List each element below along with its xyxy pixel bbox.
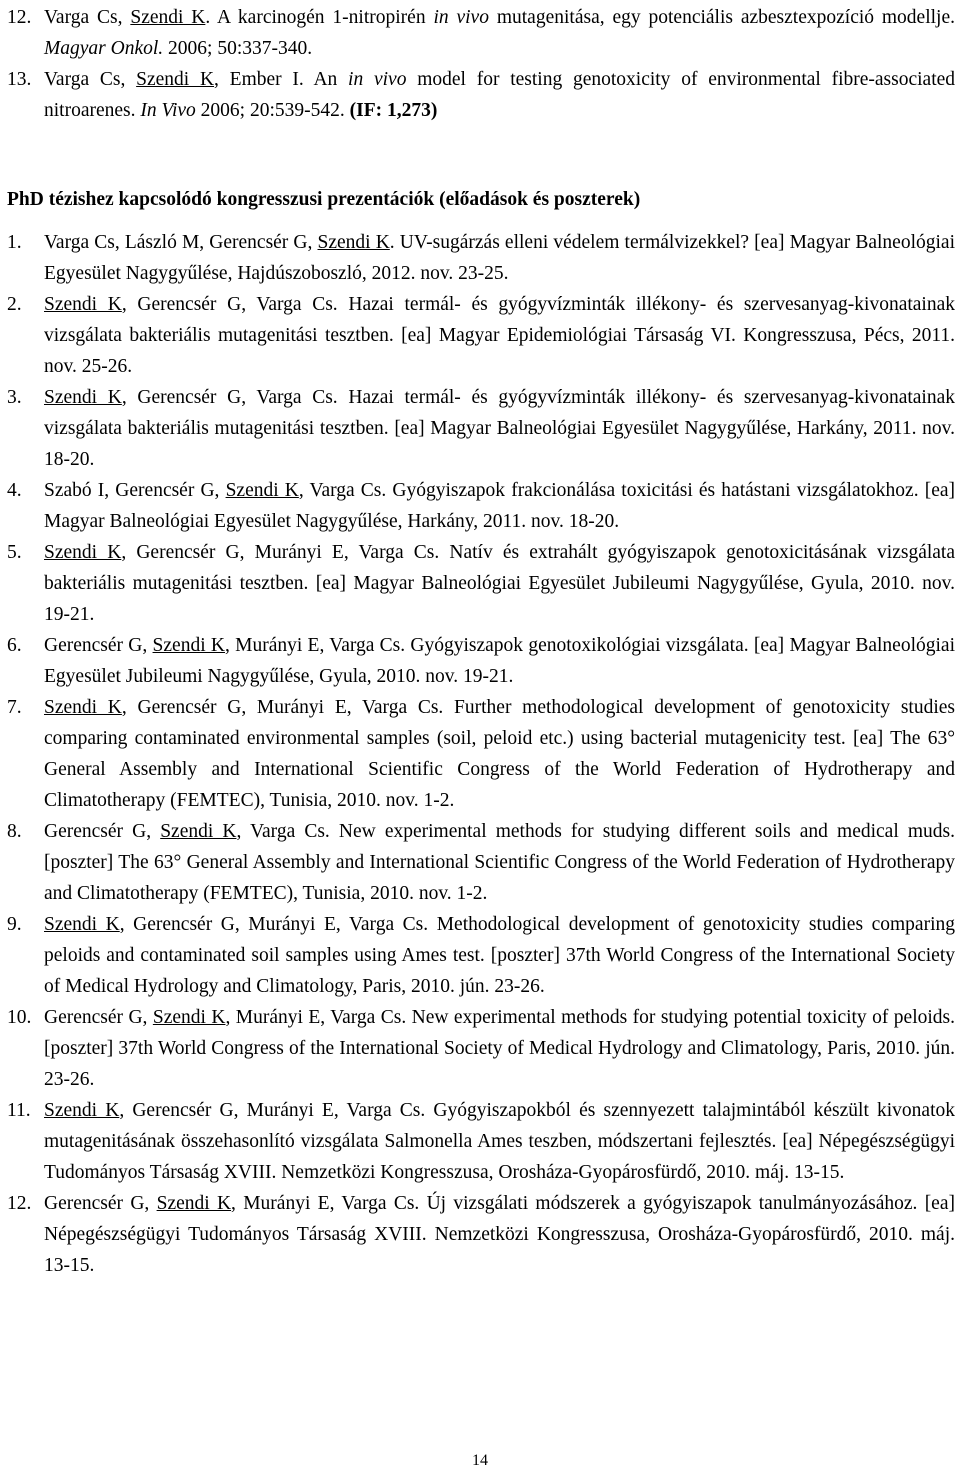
entry-text: [44, 475, 955, 537]
presentation-item: [7, 816, 955, 909]
entry-number: 3.: [7, 387, 22, 408]
entry-number: 2.: [7, 294, 22, 315]
entry-number: 8.: [7, 821, 22, 842]
page-number: 14: [472, 1452, 488, 1469]
publication-item: [7, 2, 955, 64]
publication-list: [7, 2, 955, 126]
entry-segment: . UV-sugárzás elleni védelem termálvizekkel? [ea] Magyar Balneológiai Egyesület Nagygyűlése, Hajdúszoboszló, 2012. nov. 23-25.: [44, 232, 955, 284]
presentation-item: [7, 227, 955, 289]
author-highlight: Szendi K: [44, 294, 122, 315]
entry-segment: , Ember I. An: [214, 69, 349, 90]
entry-text: [44, 1002, 955, 1095]
presentation-item: [7, 1188, 955, 1281]
entry-number: 9.: [7, 914, 22, 935]
italic-text: Magyar Onkol.: [44, 38, 164, 59]
entry-number: 1.: [7, 232, 22, 253]
presentation-list: [7, 227, 955, 1281]
author-highlight: Szendi K: [225, 480, 299, 501]
entry-number: 12.: [7, 7, 32, 28]
author-highlight: Szendi K: [317, 232, 390, 253]
author-highlight: Szendi K: [156, 1193, 232, 1214]
entry-segment: model for testing genotoxicity of environmental fibre-associated nitroarenes.: [44, 69, 956, 121]
entry-segment: Varga Cs,: [44, 7, 131, 28]
entry-text: [44, 630, 955, 692]
author-highlight: Szendi K: [152, 635, 225, 656]
entry-text: [44, 1188, 955, 1281]
presentation-item: [7, 909, 955, 1002]
entry-segment: 2006; 50:337-340.: [163, 38, 313, 59]
entry-text: [44, 537, 955, 630]
author-highlight: Szendi K: [136, 69, 215, 90]
author-highlight: Szendi K: [44, 914, 120, 935]
entry-text: [44, 289, 955, 382]
entry-segment: mutagenitása, egy potenciális azbesztexpozíció modellje.: [488, 7, 955, 28]
author-highlight: Szendi K: [130, 7, 206, 28]
entry-segment: , Gerencsér G, Varga Cs. Hazai termál- és gyógyvízminták illékony- és szervesanyag-kivonatainak vizsgálata bakteriális mutagenitási tesztben. [ea] Magyar Balneológiai Egyesület Nagygyűlése, Harkány, 2011. nov. 18-20.: [44, 387, 955, 470]
entry-number: 12.: [7, 1193, 32, 1214]
entry-segment: , Murányi E, Varga Cs. New experimental methods for studying potential toxicity of peloids. [poszter] 37th World Congress of the International Society of Medical Hydrology and Climatology, Paris, 2010. jún. 23-26.: [44, 1007, 955, 1090]
presentation-item: [7, 692, 955, 816]
italic-text: in vivo: [348, 69, 407, 90]
entry-segment: , Varga Cs. New experimental methods for studying different soils and medical muds. [poszter] The 63° General Assembly and International Scientific Congress of the World Federation of Hydrotherapy and Climatotherapy (FEMTEC), Tunisia, 2010. nov. 1-2.: [44, 821, 955, 904]
entry-text: [44, 64, 955, 126]
entry-segment: Varga Cs,: [44, 69, 137, 90]
entry-number: 6.: [7, 635, 22, 656]
author-highlight: Szendi K: [160, 821, 237, 842]
entry-segment: Varga Cs, László M, Gerencsér G,: [44, 232, 318, 253]
entry-number: 5.: [7, 542, 22, 563]
entry-segment: , Gerencsér G, Murányi E, Varga Cs. Methodological development of genotoxicity studies comparing peloids and contaminated soil samples using Ames test. [poszter] 37th World Congress of the International Society of Medical Hydrology and Climatology, Paris, 2010. jún. 23-26.: [44, 914, 955, 997]
entry-segment: . A karcinogén 1-nitropirén: [205, 7, 434, 28]
entry-segment: , Varga Cs. Gyógyiszapok frakcionálása toxicitási és hatástani vizsgálatokhoz. [ea] Magyar Balneológiai Egyesület Nagygyűlése, Harkány, 2011. nov. 18-20.: [44, 480, 956, 532]
entry-segment: , Murányi E, Varga Cs. Gyógyiszapok genotoxikológiai vizsgálata. [ea] Magyar Balneológiai Egyesület Jubileumi Nagygyűlése, Gyula, 2010. nov. 19-21.: [44, 635, 955, 687]
entry-number: 13.: [7, 69, 32, 90]
entry-segment: , Gerencsér G, Murányi E, Varga Cs. Natív és extrahált gyógyiszapok genotoxicitásának vizsgálata bakteriális mutagenitási tesztben. [ea] Magyar Balneológiai Egyesület Jubileumi Nagygyűlése, Gyula, 2010. nov. 19-21.: [44, 542, 955, 625]
section-heading: PhD tézishez kapcsolódó kongresszusi prezentációk (előadások és poszterek): [7, 189, 641, 210]
entry-segment: , Gerencsér G, Murányi E, Varga Cs. Further methodological development of genotoxicity studies comparing contaminated environmental samples (soil, peloid etc.) using bacterial mutagenicity test. [ea] The 63° General Assembly and International Scientific Congress of the World Federation of Hydrotherapy and Climatotherapy (FEMTEC), Tunisia, 2010. nov. 1-2.: [44, 697, 955, 811]
presentation-item: [7, 1095, 955, 1188]
entry-text: [44, 816, 955, 909]
entry-segment: 2006; 20:539-542.: [195, 100, 350, 121]
presentation-item: [7, 537, 955, 630]
entry-number: 7.: [7, 697, 22, 718]
entry-text: [44, 909, 955, 1002]
entry-number: 10.: [7, 1007, 32, 1028]
presentation-item: [7, 475, 955, 537]
entry-text: [44, 227, 955, 289]
presentation-item: [7, 382, 955, 475]
entry-segment: Szabó I, Gerencsér G,: [44, 480, 226, 501]
entry-text: [44, 382, 955, 475]
author-highlight: Szendi K: [44, 387, 122, 408]
entry-text: [44, 2, 955, 64]
entry-segment: , Gerencsér G, Varga Cs. Hazai termál- és gyógyvízminták illékony- és szervesanyag-kivonatainak vizsgálata bakteriális mutagenitási tesztben. [ea] Magyar Epidemiológiai Társaság VI. Kongresszusa, Pécs, 2011. nov. 25-26.: [44, 294, 955, 377]
italic-text: in vivo: [433, 7, 489, 28]
publication-item: [7, 64, 955, 126]
author-highlight: Szendi K: [44, 542, 122, 563]
entry-segment: , Murányi E, Varga Cs. Új vizsgálati módszerek a gyógyiszapok tanulmányozásához. [ea] Népegészségügyi Tudományos Társaság XVIII. Nemzetközi Kongresszusa, Orosháza-Gyopárosfürdő, 2010. máj. 13-15.: [44, 1193, 955, 1276]
entry-text: [44, 1095, 955, 1188]
entry-number: 11.: [7, 1100, 31, 1121]
entry-segment: Gerencsér G,: [44, 635, 153, 656]
entry-number: 4.: [7, 480, 22, 501]
entry-segment: Gerencsér G,: [44, 1007, 153, 1028]
entry-segment: Gerencsér G,: [44, 821, 161, 842]
entry-text: [44, 692, 955, 816]
italic-text: In Vivo: [140, 100, 196, 121]
bold-text: (IF: 1,273): [349, 100, 438, 121]
author-highlight: Szendi K: [152, 1007, 226, 1028]
presentation-item: [7, 1002, 955, 1095]
entry-segment: , Gerencsér G, Murányi E, Varga Cs. Gyógyiszapokból és szennyezett talajmintából készült kivonatok mutagenitásának összehasonlító vizsgálata Salmonella Ames teszben, módszertani fejlesztés. [ea] Népegészségügyi Tudományos Társaság XVIII. Nemzetközi Kongresszusa, Orosháza-Gyopárosfürdő, 2010. máj. 13-15.: [44, 1100, 956, 1183]
author-highlight: Szendi K: [44, 1100, 120, 1121]
presentation-item: [7, 630, 955, 692]
entry-segment: Gerencsér G,: [44, 1193, 157, 1214]
author-highlight: Szendi K: [44, 697, 122, 718]
presentation-item: [7, 289, 955, 382]
